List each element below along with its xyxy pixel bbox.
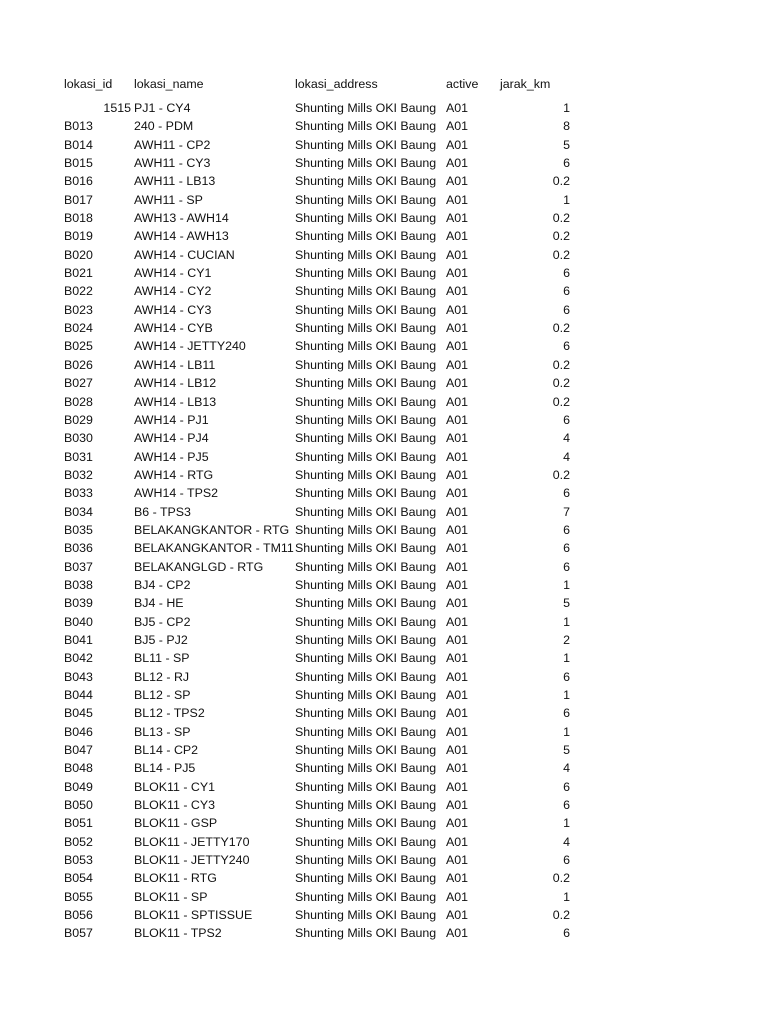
cell-lokasi-name: BLOK11 - TPS2 (134, 926, 222, 941)
cell-jarak-km: 8 (563, 119, 570, 134)
table-row (0, 484, 768, 502)
cell-active: A01 (446, 412, 469, 427)
table-row (0, 888, 768, 906)
cell-jarak-km: 6 (563, 779, 570, 794)
cell-lokasi-address: Shunting Mills OKI Baung (295, 596, 437, 611)
cell-active: A01 (446, 211, 469, 226)
table-row (0, 521, 768, 539)
cell-lokasi-id: B018 (64, 211, 93, 226)
cell-lokasi-address: Shunting Mills OKI Baung (295, 284, 437, 299)
cell-active: A01 (446, 486, 469, 501)
cell-jarak-km: 1 (563, 688, 570, 702)
cell-lokasi-name: BLOK11 - CY1 (134, 779, 216, 794)
cell-lokasi-address: Shunting Mills OKI Baung (295, 834, 437, 849)
cell-active: A01 (446, 889, 469, 904)
table-row (0, 558, 768, 576)
cell-active: A01 (446, 467, 469, 482)
cell-active: A01 (446, 156, 469, 171)
table-row (0, 117, 768, 135)
cell-lokasi-name: BLOK11 - JETTY240 (134, 853, 250, 868)
table-row (0, 209, 768, 227)
cell-lokasi-address: Shunting Mills OKI Baung (295, 908, 437, 923)
cell-lokasi-name: AWH14 - CUCIAN (134, 247, 235, 262)
cell-lokasi-name: BLOK11 - GSP (134, 816, 218, 831)
cell-lokasi-id: B016 (64, 174, 93, 189)
cell-lokasi-id: B052 (64, 834, 93, 849)
cell-lokasi-id: B015 (64, 156, 93, 171)
cell-lokasi-id: B038 (64, 577, 93, 592)
cell-jarak-km: 6 (563, 412, 570, 427)
cell-lokasi-address: Shunting Mills OKI Baung (295, 522, 437, 537)
cell-lokasi-address: Shunting Mills OKI Baung (295, 926, 437, 941)
cell-lokasi-address: Shunting Mills OKI Baung (295, 651, 437, 666)
table-row (0, 723, 768, 741)
cell-lokasi-id: B022 (64, 284, 93, 299)
table-row (0, 869, 768, 887)
cell-lokasi-id: B024 (64, 321, 93, 336)
cell-lokasi-address: Shunting Mills OKI Baung (295, 853, 437, 868)
header-lokasi-address: lokasi_address (295, 77, 378, 91)
cell-jarak-km: 4 (563, 761, 570, 776)
cell-lokasi-id: B047 (64, 743, 93, 758)
cell-active: A01 (446, 137, 469, 152)
cell-lokasi-id: B050 (64, 798, 93, 813)
cell-lokasi-name: BL12 - SP (134, 688, 191, 702)
cell-active: A01 (446, 926, 469, 941)
table-row (0, 851, 768, 869)
cell-active: A01 (446, 339, 469, 354)
cell-lokasi-id: B023 (64, 302, 93, 317)
cell-active: A01 (446, 614, 469, 629)
cell-lokasi-name: PJ1 - CY4 (134, 101, 191, 115)
table-row (0, 319, 768, 337)
cell-jarak-km: 0.2 (552, 229, 570, 244)
table-row (0, 503, 768, 521)
cell-lokasi-address: Shunting Mills OKI Baung (295, 412, 437, 427)
cell-jarak-km: 6 (563, 798, 570, 813)
cell-lokasi-id: B040 (64, 614, 93, 629)
cell-jarak-km: 0.2 (552, 174, 570, 189)
cell-jarak-km: 5 (563, 596, 570, 611)
cell-lokasi-address: Shunting Mills OKI Baung (295, 798, 437, 813)
cell-active: A01 (446, 798, 469, 813)
cell-lokasi-address: Shunting Mills OKI Baung (295, 321, 437, 336)
cell-jarak-km: 0.2 (552, 467, 570, 482)
cell-lokasi-address: Shunting Mills OKI Baung (295, 211, 437, 226)
table-row (0, 759, 768, 777)
table-row (0, 337, 768, 355)
cell-lokasi-id: B036 (64, 541, 93, 556)
cell-lokasi-name: AWH14 - PJ5 (134, 449, 209, 464)
cell-active: A01 (446, 761, 469, 776)
cell-lokasi-address: Shunting Mills OKI Baung (295, 743, 437, 758)
cell-jarak-km: 6 (563, 486, 570, 501)
cell-jarak-km: 1 (563, 724, 570, 739)
cell-active: A01 (446, 101, 469, 115)
cell-lokasi-name: AWH14 - JETTY240 (134, 339, 246, 354)
cell-lokasi-address: Shunting Mills OKI Baung (295, 559, 437, 574)
cell-lokasi-name: AWH14 - LB12 (134, 376, 217, 391)
cell-lokasi-name: AWH14 - CYB (134, 321, 213, 336)
cell-lokasi-id: B054 (64, 871, 93, 886)
cell-jarak-km: 6 (563, 559, 570, 574)
cell-lokasi-address: Shunting Mills OKI Baung (295, 816, 437, 831)
cell-lokasi-id: B057 (64, 926, 93, 941)
table-row (0, 282, 768, 300)
cell-jarak-km: 5 (563, 137, 570, 152)
cell-lokasi-address: Shunting Mills OKI Baung (295, 761, 437, 776)
cell-lokasi-name: BLOK11 - CY3 (134, 798, 216, 813)
cell-active: A01 (446, 284, 469, 299)
table-row (0, 906, 768, 924)
cell-jarak-km: 6 (563, 284, 570, 299)
cell-jarak-km: 6 (563, 541, 570, 556)
table-row (0, 466, 768, 484)
table-row (0, 264, 768, 282)
cell-active: A01 (446, 119, 469, 134)
table-row (0, 576, 768, 594)
cell-jarak-km: 0.2 (552, 321, 570, 336)
table-row (0, 154, 768, 172)
cell-lokasi-id: B046 (64, 724, 93, 739)
cell-lokasi-address: Shunting Mills OKI Baung (295, 724, 437, 739)
cell-lokasi-id: B039 (64, 596, 93, 611)
cell-lokasi-name: BL14 - PJ5 (134, 761, 196, 776)
cell-active: A01 (446, 724, 469, 739)
cell-lokasi-name: BLOK11 - JETTY170 (134, 834, 250, 849)
table-row (0, 778, 768, 796)
cell-active: A01 (446, 908, 469, 923)
cell-lokasi-name: BELAKANGLGD - RTG (134, 559, 264, 574)
cell-lokasi-name: AWH14 - CY1 (134, 266, 212, 281)
cell-lokasi-name: AWH13 - AWH14 (134, 211, 229, 226)
cell-lokasi-address: Shunting Mills OKI Baung (295, 577, 437, 592)
data-table (0, 75, 768, 943)
cell-lokasi-address: Shunting Mills OKI Baung (295, 174, 437, 189)
cell-lokasi-address: Shunting Mills OKI Baung (295, 376, 437, 391)
cell-jarak-km: 1 (563, 101, 570, 115)
cell-active: A01 (446, 706, 469, 721)
cell-lokasi-id: B032 (64, 467, 93, 482)
table-row (0, 429, 768, 447)
cell-jarak-km: 6 (563, 853, 570, 868)
cell-lokasi-id: B021 (64, 266, 93, 281)
cell-active: A01 (446, 688, 469, 702)
cell-active: A01 (446, 577, 469, 592)
cell-lokasi-address: Shunting Mills OKI Baung (295, 541, 437, 556)
cell-lokasi-id: B034 (64, 504, 93, 519)
cell-lokasi-name: BL14 - CP2 (134, 743, 199, 758)
cell-jarak-km: 4 (563, 834, 570, 849)
cell-lokasi-name: BLOK11 - SPTISSUE (134, 908, 253, 923)
cell-jarak-km: 4 (563, 449, 570, 464)
table-row (0, 411, 768, 429)
cell-jarak-km: 6 (563, 339, 570, 354)
table-row (0, 172, 768, 190)
table-row (0, 356, 768, 374)
cell-lokasi-id: B029 (64, 412, 93, 427)
cell-lokasi-name: AWH14 - AWH13 (134, 229, 229, 244)
cell-lokasi-address: Shunting Mills OKI Baung (295, 137, 437, 152)
cell-lokasi-address: Shunting Mills OKI Baung (295, 192, 437, 207)
cell-jarak-km: 1 (563, 651, 570, 666)
cell-jarak-km: 6 (563, 669, 570, 684)
cell-active: A01 (446, 394, 469, 409)
table-row (0, 741, 768, 759)
cell-lokasi-name: AWH14 - LB13 (134, 394, 217, 409)
cell-lokasi-id: B051 (64, 816, 93, 831)
cell-lokasi-name: AWH14 - CY3 (134, 302, 212, 317)
cell-lokasi-name: BJ4 - CP2 (134, 577, 191, 592)
cell-lokasi-id: B035 (64, 522, 93, 537)
cell-lokasi-address: Shunting Mills OKI Baung (295, 486, 437, 501)
cell-lokasi-name: AWH11 - CP2 (134, 137, 211, 152)
cell-jarak-km: 7 (563, 504, 570, 519)
cell-jarak-km: 0.2 (552, 376, 570, 391)
cell-lokasi-name: BELAKANGKANTOR - TM11 (134, 541, 294, 556)
cell-lokasi-address: Shunting Mills OKI Baung (295, 431, 437, 446)
cell-jarak-km: 0.2 (552, 394, 570, 409)
cell-active: A01 (446, 504, 469, 519)
cell-lokasi-address: Shunting Mills OKI Baung (295, 669, 437, 684)
cell-lokasi-name: AWH11 - CY3 (134, 156, 211, 171)
cell-lokasi-name: BLOK11 - SP (134, 889, 208, 904)
cell-lokasi-name: BL11 - SP (134, 651, 190, 666)
cell-lokasi-address: Shunting Mills OKI Baung (295, 889, 437, 904)
cell-active: A01 (446, 871, 469, 886)
table-row (0, 649, 768, 667)
table-row (0, 924, 768, 942)
cell-lokasi-name: BLOK11 - RTG (134, 871, 217, 886)
cell-lokasi-name: BJ5 - PJ2 (134, 632, 188, 647)
cell-active: A01 (446, 229, 469, 244)
cell-jarak-km: 1 (563, 816, 570, 831)
cell-lokasi-id: B019 (64, 229, 93, 244)
cell-active: A01 (446, 266, 469, 281)
cell-lokasi-name: AWH11 - LB13 (134, 174, 216, 189)
cell-active: A01 (446, 559, 469, 574)
cell-jarak-km: 2 (563, 632, 570, 647)
cell-lokasi-address: Shunting Mills OKI Baung (295, 871, 437, 886)
cell-jarak-km: 5 (563, 743, 570, 758)
cell-active: A01 (446, 321, 469, 336)
cell-lokasi-address: Shunting Mills OKI Baung (295, 688, 437, 702)
cell-active: A01 (446, 376, 469, 391)
cell-lokasi-address: Shunting Mills OKI Baung (295, 632, 437, 647)
cell-lokasi-name: BL12 - TPS2 (134, 706, 205, 721)
cell-lokasi-id: B043 (64, 669, 93, 684)
header-active: active (446, 77, 479, 91)
table-row (0, 374, 768, 392)
cell-active: A01 (446, 541, 469, 556)
cell-lokasi-address: Shunting Mills OKI Baung (295, 394, 437, 409)
cell-lokasi-id: B013 (64, 119, 93, 134)
cell-lokasi-id: B027 (64, 376, 93, 391)
table-row (0, 539, 768, 557)
cell-lokasi-name: AWH14 - PJ4 (134, 431, 209, 446)
cell-jarak-km: 6 (563, 266, 570, 281)
cell-lokasi-id: B055 (64, 889, 93, 904)
cell-lokasi-id: B056 (64, 908, 93, 923)
table-row (0, 833, 768, 851)
cell-lokasi-id: B017 (64, 192, 93, 207)
cell-active: A01 (446, 247, 469, 262)
cell-lokasi-address: Shunting Mills OKI Baung (295, 266, 437, 281)
cell-lokasi-id: B031 (64, 449, 93, 464)
cell-active: A01 (446, 174, 469, 189)
cell-jarak-km: 0.2 (552, 908, 570, 923)
cell-active: A01 (446, 302, 469, 317)
cell-active: A01 (446, 834, 469, 849)
cell-active: A01 (446, 431, 469, 446)
cell-lokasi-name: AWH14 - CY2 (134, 284, 212, 299)
cell-lokasi-address: Shunting Mills OKI Baung (295, 614, 437, 629)
table-row (0, 631, 768, 649)
cell-jarak-km: 6 (563, 302, 570, 317)
cell-active: A01 (446, 449, 469, 464)
cell-lokasi-name: BL12 - RJ (134, 669, 190, 684)
cell-lokasi-name: AWH14 - RTG (134, 467, 214, 482)
cell-lokasi-name: AWH14 - LB11 (134, 357, 216, 372)
cell-lokasi-address: Shunting Mills OKI Baung (295, 357, 437, 372)
cell-lokasi-address: Shunting Mills OKI Baung (295, 449, 437, 464)
table-body (0, 99, 768, 943)
cell-lokasi-id: B014 (64, 137, 93, 152)
cell-active: A01 (446, 779, 469, 794)
table-row (0, 448, 768, 466)
cell-active: A01 (446, 357, 469, 372)
cell-active: A01 (446, 596, 469, 611)
header-lokasi-id: lokasi_id (64, 77, 113, 91)
cell-lokasi-id: B030 (64, 431, 93, 446)
cell-active: A01 (446, 669, 469, 684)
cell-lokasi-id: B044 (64, 688, 93, 702)
cell-lokasi-id: B045 (64, 706, 93, 721)
cell-lokasi-address: Shunting Mills OKI Baung (295, 229, 437, 244)
cell-jarak-km: 6 (563, 522, 570, 537)
cell-jarak-km: 6 (563, 156, 570, 171)
cell-lokasi-address: Shunting Mills OKI Baung (295, 302, 437, 317)
cell-lokasi-name: AWH14 - TPS2 (134, 486, 219, 501)
cell-lokasi-name: B6 - TPS3 (134, 504, 191, 519)
table-row (0, 136, 768, 154)
cell-lokasi-id: B025 (64, 339, 93, 354)
cell-lokasi-address: Shunting Mills OKI Baung (295, 247, 437, 262)
cell-lokasi-name: AWH11 - SP (134, 192, 203, 207)
cell-jarak-km: 0.2 (552, 211, 570, 226)
cell-lokasi-address: Shunting Mills OKI Baung (295, 156, 437, 171)
header-row (0, 75, 768, 94)
cell-lokasi-name: BJ5 - CP2 (134, 614, 191, 629)
table-row (0, 686, 768, 704)
table-row (0, 814, 768, 832)
table-row (0, 191, 768, 209)
cell-lokasi-id: B049 (64, 779, 93, 794)
cell-lokasi-name: BJ4 - HE (134, 596, 184, 611)
cell-jarak-km: 0.2 (552, 871, 570, 886)
table-row (0, 227, 768, 245)
table-row (0, 393, 768, 411)
cell-active: A01 (446, 522, 469, 537)
cell-jarak-km: 1 (563, 614, 570, 629)
cell-lokasi-id: B048 (64, 761, 93, 776)
cell-jarak-km: 4 (563, 431, 570, 446)
table-row (0, 668, 768, 686)
cell-jarak-km: 6 (563, 926, 570, 941)
cell-active: A01 (446, 651, 469, 666)
cell-active: A01 (446, 632, 469, 647)
cell-lokasi-name: BL13 - SP (134, 724, 191, 739)
table-row (0, 704, 768, 722)
cell-lokasi-id: B042 (64, 651, 93, 666)
cell-jarak-km: 6 (563, 706, 570, 721)
cell-lokasi-name: 240 - PDM (134, 119, 194, 134)
cell-lokasi-address: Shunting Mills OKI Baung (295, 119, 437, 134)
cell-lokasi-id: B020 (64, 247, 93, 262)
header-lokasi-name: lokasi_name (134, 77, 204, 91)
cell-lokasi-address: Shunting Mills OKI Baung (295, 706, 437, 721)
cell-lokasi-id: B037 (64, 559, 93, 574)
table-row (0, 594, 768, 612)
cell-jarak-km: 1 (563, 577, 570, 592)
cell-lokasi-id: B028 (64, 394, 93, 409)
cell-lokasi-address: Shunting Mills OKI Baung (295, 339, 437, 354)
cell-lokasi-id: B033 (64, 486, 93, 501)
cell-active: A01 (446, 816, 469, 831)
table-row (0, 99, 768, 117)
cell-lokasi-name: BELAKANGKANTOR - RTG (134, 522, 290, 537)
table-row (0, 613, 768, 631)
cell-lokasi-address: Shunting Mills OKI Baung (295, 779, 437, 794)
cell-jarak-km: 1 (563, 192, 570, 207)
cell-lokasi-id: B041 (64, 632, 93, 647)
table-row (0, 301, 768, 319)
cell-lokasi-id: B026 (64, 357, 93, 372)
cell-lokasi-id: B053 (64, 853, 93, 868)
cell-jarak-km: 1 (563, 889, 570, 904)
cell-lokasi-address: Shunting Mills OKI Baung (295, 101, 437, 115)
table-row (0, 796, 768, 814)
cell-lokasi-id: 1515 (103, 101, 131, 115)
cell-lokasi-address: Shunting Mills OKI Baung (295, 467, 437, 482)
cell-lokasi-name: AWH14 - PJ1 (134, 412, 209, 427)
table-row (0, 246, 768, 264)
cell-active: A01 (446, 192, 469, 207)
cell-active: A01 (446, 743, 469, 758)
cell-lokasi-address: Shunting Mills OKI Baung (295, 504, 437, 519)
cell-jarak-km: 0.2 (552, 357, 570, 372)
cell-jarak-km: 0.2 (552, 247, 570, 262)
cell-active: A01 (446, 853, 469, 868)
header-jarak-km: jarak_km (500, 77, 551, 91)
